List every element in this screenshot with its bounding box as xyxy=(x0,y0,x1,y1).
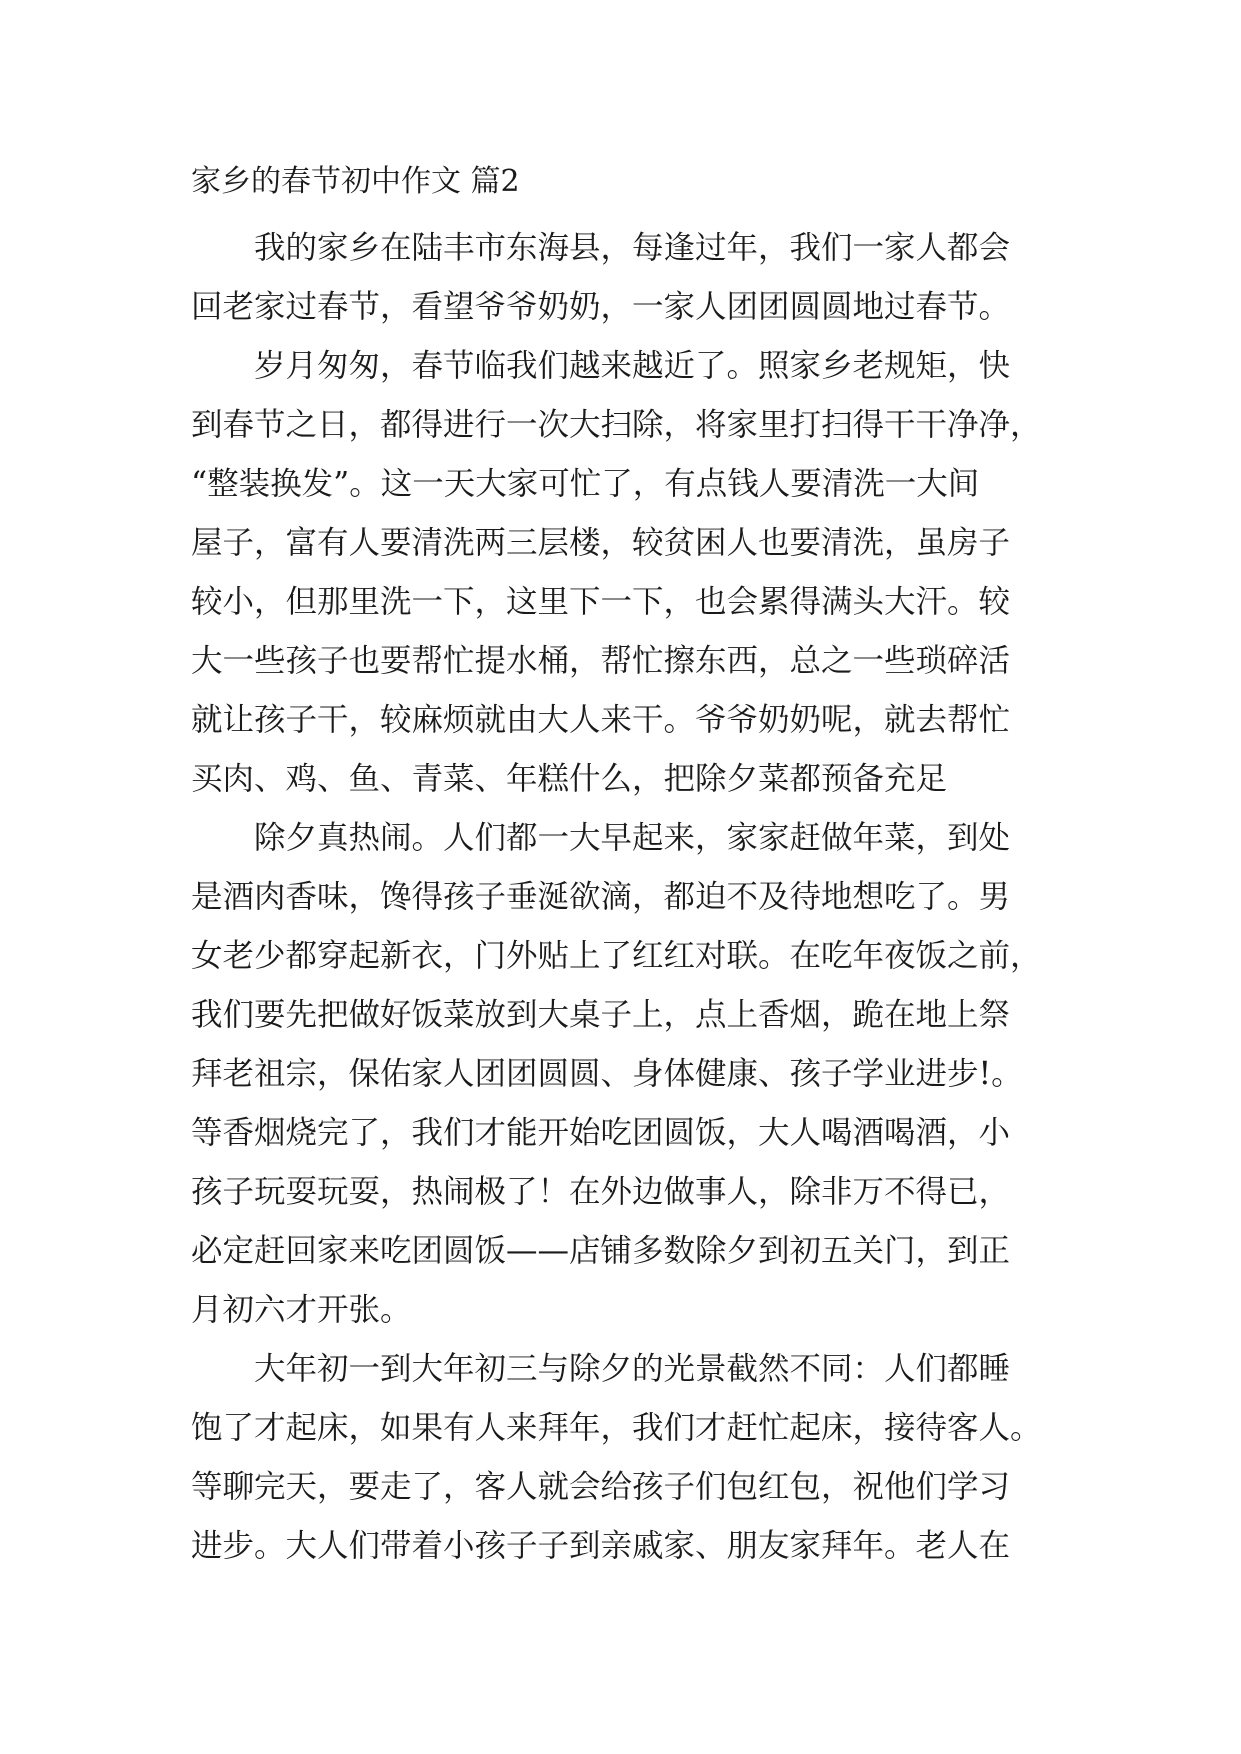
paragraph-line: 必定赶回家来吃团圆饭——店铺多数除夕到初五关门，到正 xyxy=(191,1233,1011,1269)
paragraph-line: 买肉、鸡、鱼、青菜、年糕什么，把除夕菜都预备充足 xyxy=(191,761,948,797)
paragraph-line: 女老少都穿起新衣，门外贴上了红红对联。在吃年夜饭之前， xyxy=(191,938,1042,974)
paragraph-line: 孩子玩耍玩耍，热闹极了！在外边做事人，除非万不得已， xyxy=(191,1174,1011,1210)
paragraph-line: 月初六才开张。 xyxy=(191,1292,412,1328)
paragraph-line: 是酒肉香味，馋得孩子垂涎欲滴，都迫不及待地想吃了。男 xyxy=(191,879,1011,915)
paragraph-line: 较小，但那里洗一下，这里下一下，也会累得满头大汗。较 xyxy=(191,584,1011,620)
paragraph-line: 除夕真热闹。人们都一大早起来，家家赶做年菜，到处 xyxy=(254,820,1011,856)
paragraph-line: 等香烟烧完了，我们才能开始吃团圆饭，大人喝酒喝酒，小 xyxy=(191,1115,1011,1151)
paragraph-line: 拜老祖宗，保佑家人团团圆圆、身体健康、孩子学业进步!。 xyxy=(191,1056,1023,1092)
paragraph xyxy=(191,337,1061,809)
paragraph-line: 等聊完天，要走了，客人就会给孩子们包红包，祝他们学习 xyxy=(191,1469,1011,1505)
paragraph-line: 饱了才起床，如果有人来拜年，我们才赶忙起床，接待客人。 xyxy=(191,1410,1042,1446)
paragraph-line: 我们要先把做好饭菜放到大桌子上，点上香烟，跪在地上祭 xyxy=(191,997,1011,1033)
paragraph xyxy=(191,809,1061,1340)
paragraph-line: 我的家乡在陆丰市东海县，每逢过年，我们一家人都会 xyxy=(254,230,1011,266)
paragraph xyxy=(191,1340,1061,1576)
paragraph-line: “整装换发”。这一天大家可忙了，有点钱人要清洗一大间 xyxy=(191,466,980,502)
paragraph-line: 岁月匆匆，春节临我们越来越近了。照家乡老规矩，快 xyxy=(254,348,1011,384)
paragraph-line: 回老家过春节，看望爷爷奶奶，一家人团团圆圆地过春节。 xyxy=(191,289,1011,325)
document-body xyxy=(191,219,1061,1576)
paragraph-line: 大年初一到大年初三与除夕的光景截然不同：人们都睡 xyxy=(254,1351,1011,1387)
document-title: 家乡的春节初中作文 篇2 xyxy=(191,164,520,199)
paragraph xyxy=(191,219,1061,337)
paragraph-line: 进步。大人们带着小孩子子到亲戚家、朋友家拜年。老人在 xyxy=(191,1528,1011,1564)
paragraph-line: 就让孩子干，较麻烦就由大人来干。爷爷奶奶呢，就去帮忙 xyxy=(191,702,1011,738)
paragraph-line: 到春节之日，都得进行一次大扫除，将家里打扫得干干净净， xyxy=(191,407,1042,443)
paragraph-line: 大一些孩子也要帮忙提水桶，帮忙擦东西，总之一些琐碎活 xyxy=(191,643,1011,679)
paragraph-line: 屋子，富有人要清洗两三层楼，较贫困人也要清洗，虽房子 xyxy=(191,525,1011,561)
